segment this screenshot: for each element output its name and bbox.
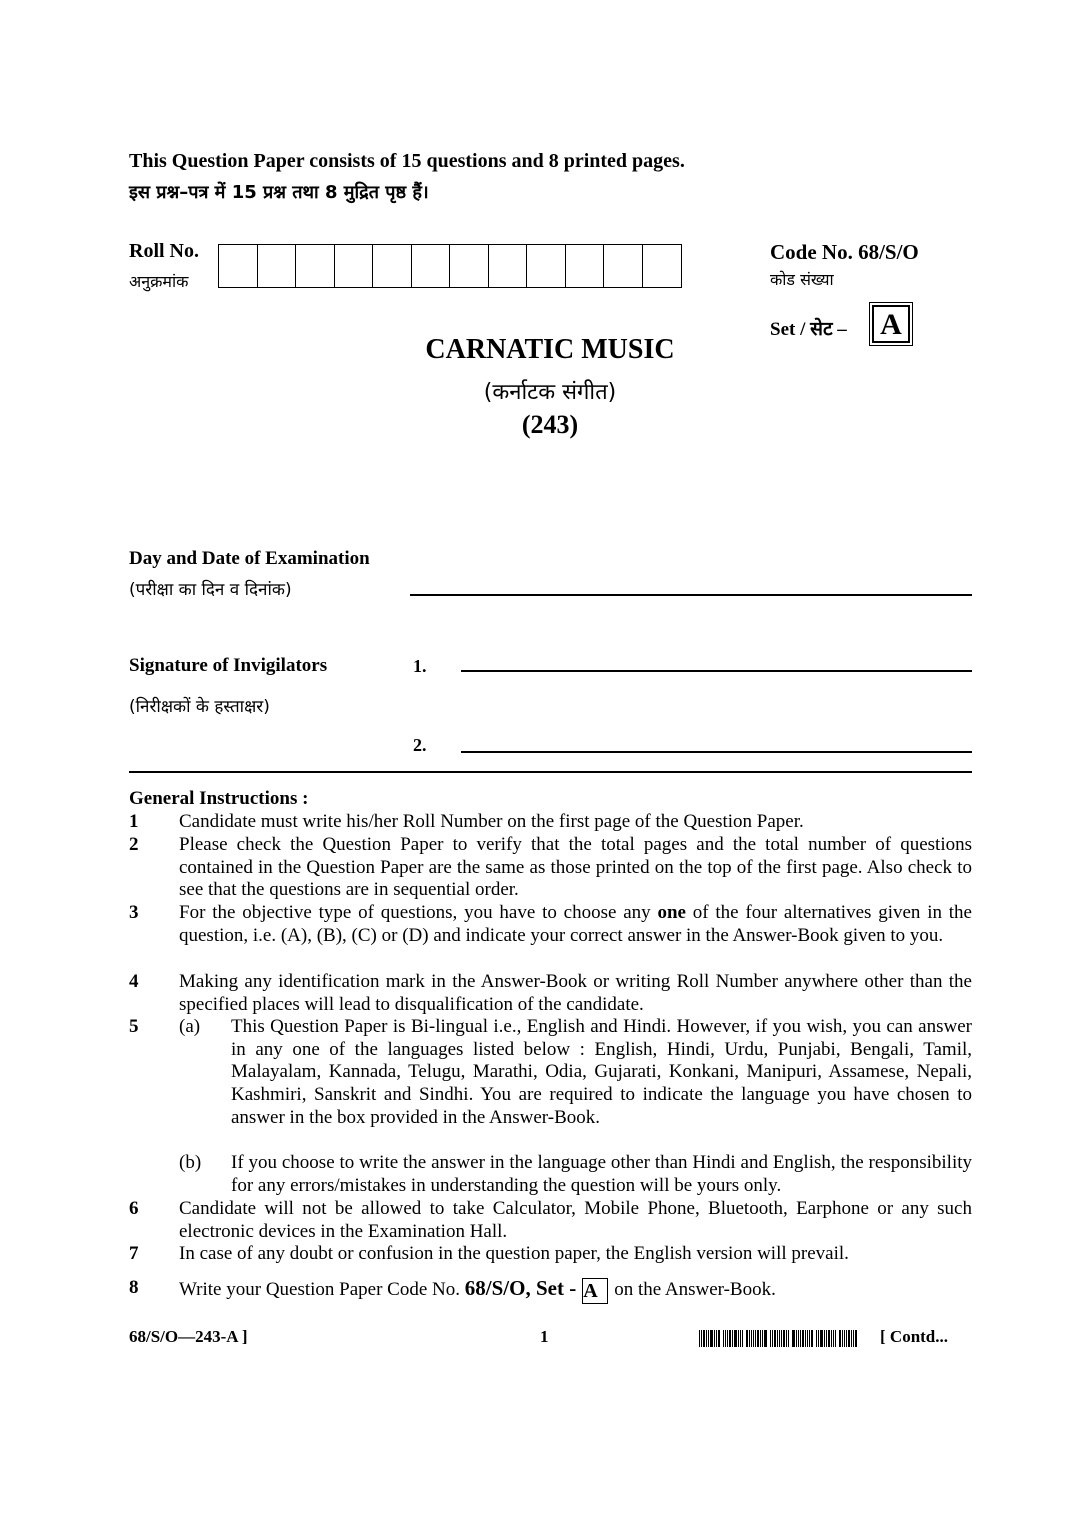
barcode <box>699 1330 858 1347</box>
instruction-text: Candidate must write his/her Roll Number on the first page of the Question Paper. <box>179 811 804 832</box>
invigilator-1-signature-line[interactable] <box>461 670 972 672</box>
instruction-number: 6 <box>129 1198 139 1219</box>
barcode-bar <box>770 1330 771 1347</box>
barcode-bar <box>779 1330 780 1347</box>
roll-no-digit-box[interactable] <box>450 245 489 287</box>
barcode-bar <box>855 1330 857 1347</box>
barcode-bar <box>718 1330 720 1347</box>
set-value-box: A <box>872 305 910 343</box>
code-no-label-hi: कोड संख्या <box>770 270 834 289</box>
barcode-bar <box>725 1330 726 1347</box>
instruction-number: 5 <box>129 1016 139 1037</box>
instruction-text <box>179 1277 972 1304</box>
barcode-bar <box>848 1330 850 1347</box>
instruction-sub-text: If you choose to write the answer in the language other than Hindi and English, the responsibility for any errors/mistakes in understanding the question will be yours only. <box>231 1152 972 1196</box>
barcode-bar <box>755 1330 756 1347</box>
instruction-number: 8 <box>129 1277 139 1298</box>
barcode-bar <box>777 1330 778 1347</box>
roll-no-digit-box[interactable] <box>566 245 605 287</box>
roll-no-boxes <box>218 244 682 288</box>
instruction-number: 2 <box>129 834 139 855</box>
barcode-bar <box>746 1330 748 1347</box>
subject-code: (243) <box>521 410 579 439</box>
barcode-bar <box>824 1330 825 1347</box>
barcode-bar <box>751 1330 752 1347</box>
barcode-bar <box>839 1330 841 1347</box>
footer-paper-code: 68/S/O—243-A ] <box>129 1327 248 1346</box>
barcode-bar <box>749 1330 750 1347</box>
barcode-bar <box>802 1330 804 1347</box>
roll-no-digit-box[interactable] <box>412 245 451 287</box>
barcode-bar <box>734 1330 737 1347</box>
barcode-bar <box>820 1330 823 1347</box>
barcode-bar <box>811 1330 813 1347</box>
barcode-bar <box>738 1330 739 1347</box>
barcode-bar <box>708 1330 709 1347</box>
roll-no-digit-box[interactable] <box>527 245 566 287</box>
barcode-bar <box>699 1330 700 1347</box>
instruction-text: Please check the Question Paper to verify that the total pages and the total number of questions contained in the Question Paper are the same as those printed on the top of the first page. Also check to see that the questions are in sequential order. <box>179 834 972 901</box>
instruction-number: 1 <box>129 811 139 832</box>
roll-no-digit-box[interactable] <box>219 245 258 287</box>
instruction-text-part: of the four alternatives given in the question, i.e. (A), (B), (C) or (D) and indicate your correct answer in the Answer-Book given to you. <box>179 902 972 946</box>
barcode-bar <box>716 1330 717 1347</box>
exam-day-label-hi: (परीक्षा का दिन व दिनांक) <box>129 580 292 600</box>
exam-day-line[interactable] <box>410 594 972 596</box>
barcode-bar <box>740 1330 741 1347</box>
roll-no-digit-box[interactable] <box>258 245 297 287</box>
barcode-bar <box>732 1330 733 1347</box>
barcode-bar <box>809 1330 810 1347</box>
barcode-bar <box>805 1330 806 1347</box>
instruction-text: In case of any doubt or confusion in the question paper, the English version will prevail. <box>179 1243 849 1264</box>
invigilator-2-number: 2. <box>413 735 427 755</box>
barcode-bar <box>844 1330 845 1347</box>
barcode-bar <box>851 1330 852 1347</box>
invigilators-label-hi: (निरीक्षकों के हस्ताक्षर) <box>129 697 270 717</box>
roll-no-label: Roll No. <box>129 240 199 262</box>
roll-no-digit-box[interactable] <box>604 245 643 287</box>
invigilator-1-number: 1. <box>413 656 427 676</box>
subject-title: CARNATIC MUSIC <box>425 334 675 365</box>
instruction-text-part: For the objective type of questions, you have to choose any <box>179 902 658 923</box>
set-inline-box: A <box>582 1278 608 1304</box>
instruction-text: Candidate will not be allowed to take Calculator, Mobile Phone, Bluetooth, Earphone or any such electronic devices in the Examination Hall. <box>179 1198 972 1242</box>
barcode-bar <box>798 1330 799 1347</box>
barcode-bar <box>826 1330 827 1347</box>
barcode-bar <box>764 1330 767 1347</box>
page-number: 1 <box>540 1327 549 1346</box>
paper-summary-hi: इस प्रश्न–पत्र में 15 प्रश्न तथा 8 मुद्रित पृष्ठ हैं। <box>129 182 429 203</box>
barcode-bar <box>788 1330 789 1347</box>
instructions-heading: General Instructions : <box>129 788 309 809</box>
instruction-text-emphasis: one <box>657 902 686 923</box>
barcode-bar <box>781 1330 782 1347</box>
barcode-bar <box>760 1330 761 1347</box>
roll-no-label-hi: अनुक्रमांक <box>129 272 189 291</box>
roll-no-digit-box[interactable] <box>489 245 528 287</box>
barcode-bar <box>729 1330 731 1347</box>
barcode-bar <box>706 1330 707 1347</box>
barcode-bar <box>831 1330 832 1347</box>
roll-no-digit-box[interactable] <box>335 245 374 287</box>
instruction-text-part: Write your Question Paper Code No. <box>179 1279 465 1300</box>
instruction-sub-text: This Question Paper is Bi-lingual i.e., English and Hindi. However, if you wish, you can answer in any one of the languages listed below : English, Hindi, Urdu, Punjabi, Bengali, Tamil, Malayalam, Kannada, Telugu, Marathi, Odia, Gujarati, Konkani, Manipuri, Assamese, Nepali, Kashmiri, Sanskrit and Sindhi. You are required to indicate the language you have chosen to answer in the box provided in the Answer-Book. <box>231 1016 972 1128</box>
footer-contd: [ Contd... <box>880 1327 949 1346</box>
instruction-sub-label: (a) <box>179 1016 201 1037</box>
barcode-bar <box>835 1330 836 1347</box>
invigilator-2-signature-line[interactable] <box>461 751 972 753</box>
instruction-sub-label: (b) <box>179 1152 202 1173</box>
barcode-bar <box>842 1330 843 1347</box>
barcode-bar <box>792 1330 795 1347</box>
barcode-bar <box>742 1330 743 1347</box>
barcode-bar <box>757 1330 759 1347</box>
subject-title-hi: (कर्नाटक संगीत) <box>483 380 617 405</box>
set-label: Set / सेट – <box>770 319 847 340</box>
barcode-bar <box>774 1330 776 1347</box>
barcode-bar <box>701 1330 702 1347</box>
instruction-number: 7 <box>129 1243 139 1264</box>
barcode-bar <box>796 1330 797 1347</box>
barcode-bar <box>714 1330 715 1347</box>
barcode-bar <box>703 1330 705 1347</box>
barcode-bar <box>753 1330 754 1347</box>
invigilators-label: Signature of Invigilators <box>129 655 328 676</box>
exam-day-label: Day and Date of Examination <box>129 548 370 569</box>
barcode-bar <box>786 1330 787 1347</box>
barcode-bar <box>727 1330 728 1347</box>
instruction-text-part: on the Answer-Book. <box>614 1279 776 1300</box>
barcode-bar <box>833 1330 834 1347</box>
barcode-bar <box>807 1330 808 1347</box>
barcode-bar <box>772 1330 773 1347</box>
code-no-label: Code No. 68/S/O <box>770 240 919 264</box>
barcode-bar <box>816 1330 817 1347</box>
barcode-bar <box>783 1330 785 1347</box>
instruction-number: 3 <box>129 902 139 923</box>
roll-no-digit-box[interactable] <box>296 245 335 287</box>
instruction-text: Making any identification mark in the Answer-Book or writing Roll Number anywhere other than the specified places will lead to disqualification of the candidate. <box>179 971 972 1015</box>
paper-summary-en: This Question Paper consists of 15 questions and 8 printed pages. <box>129 150 685 172</box>
barcode-bar <box>853 1330 854 1347</box>
instruction-text-emphasis: 68/S/O, Set - <box>464 1276 577 1300</box>
barcode-bar <box>762 1330 763 1347</box>
section-divider <box>129 771 972 773</box>
instruction-number: 4 <box>129 971 139 992</box>
barcode-bar <box>723 1330 724 1347</box>
barcode-bar <box>846 1330 847 1347</box>
barcode-bar <box>800 1330 801 1347</box>
instruction-text <box>179 902 972 947</box>
barcode-bar <box>710 1330 713 1347</box>
barcode-bar <box>828 1330 830 1347</box>
roll-no-digit-box[interactable] <box>373 245 412 287</box>
barcode-bar <box>818 1330 819 1347</box>
roll-no-digit-box[interactable] <box>643 245 682 287</box>
